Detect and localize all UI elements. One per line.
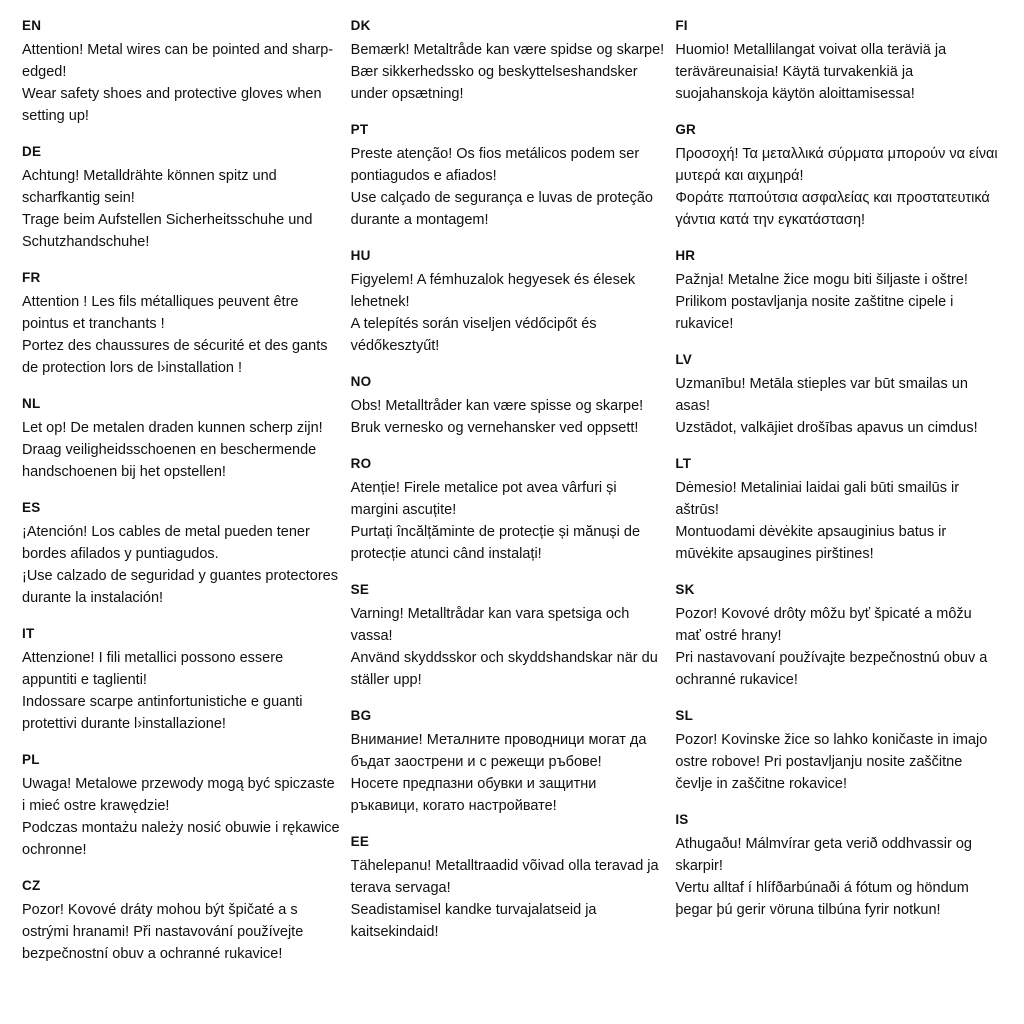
language-code: BG	[350, 707, 372, 723]
language-code: PL	[22, 751, 40, 767]
warning-text	[351, 143, 666, 231]
warning-line: Vertu alltaf í hlífðarbúnaði á fótum og höndum þegar þú gerir vöruna tilbúna fyrir notkun!	[675, 879, 969, 918]
warning-line: Obs! Metalltråder kan være spisse og skarpe!	[350, 397, 644, 414]
warning-line: Attention ! Les fils métalliques peuvent être pointus et tranchants !	[22, 293, 299, 332]
warning-line: Uzstādot, valkājiet drošības apavus un cimdus!	[675, 419, 978, 436]
warning-line: Bær sikkerhedssko og beskyttelseshandsker under opsætning!	[350, 63, 638, 102]
language-block-bg	[351, 708, 666, 817]
language-block-hu	[351, 248, 666, 357]
warning-line: ¡Use calzado de seguridad y guantes protectores durante la instalación!	[22, 567, 338, 606]
warning-text	[351, 729, 666, 817]
language-code: RO	[350, 455, 372, 471]
warning-line: Dėmesio! Metaliniai laidai gali būti smailūs ir aštrūs!	[675, 479, 960, 518]
warning-text	[675, 833, 1000, 921]
language-code: EN	[22, 18, 42, 33]
language-code: IS	[675, 811, 689, 827]
language-block-se	[351, 582, 666, 691]
warning-line: Seadistamisel kandke turvajalatseid ja kaitsekindaid!	[350, 901, 597, 940]
language-block-de	[22, 144, 341, 253]
language-block-gr	[675, 122, 1000, 231]
language-code: CZ	[22, 877, 41, 893]
warning-line: Portez des chaussures de sécurité et des gants de protection lors de l›installation !	[22, 337, 328, 376]
warning-line: Varning! Metalltrådar kan vara spetsiga och vassa!	[350, 605, 630, 644]
language-column-3	[675, 18, 1004, 921]
language-code: FI	[675, 18, 688, 33]
warning-line: Achtung! Metalldrähte können spitz und scharfkantig sein!	[22, 167, 277, 206]
language-block-cz	[22, 878, 341, 965]
language-column-1	[22, 18, 351, 965]
language-code: NO	[350, 373, 372, 389]
warning-line: ¡Atención! Los cables de metal pueden tener bordes afilados y puntiagudos.	[22, 523, 310, 562]
warning-line: Figyelem! A fémhuzalok hegyesek és élesek lehetnek!	[350, 271, 636, 310]
warning-text	[675, 373, 1000, 439]
language-code: PT	[350, 121, 369, 137]
warning-line: Montuodami dėvėkite apsauginius batus ir mūvėkite apsaugines pirštines!	[675, 523, 947, 562]
warning-line: Pozor! Kovové dráty mohou být špičaté a s ostrými hranami! Při nastavování používejte bezpečnostní obuv a ochranné rukavice!	[22, 901, 304, 962]
warning-text	[22, 291, 341, 379]
language-block-ro	[351, 456, 666, 565]
language-block-pl	[22, 752, 341, 861]
language-block-is	[675, 812, 1000, 921]
warning-line: Φοράτε παπούτσια ασφαλείας και προστατευτικά γάντια κατά την εγκατάσταση!	[675, 189, 990, 228]
warning-line: Purtați încălțăminte de protecție și mănuși de protecție atunci când instalați!	[350, 523, 641, 562]
warning-text	[22, 899, 341, 965]
warning-text	[675, 143, 1000, 231]
warning-line: Tähelepanu! Metalltraadid võivad olla teravad ja terava servaga!	[350, 857, 659, 896]
warning-line: Trage beim Aufstellen Sicherheitsschuhe und Schutzhandschuhe!	[22, 211, 313, 250]
language-block-lt	[675, 456, 1000, 565]
warning-line: Внимание! Металните проводници могат да бъдат заострени и с режещи ръбове!	[350, 731, 647, 770]
warning-line: Athugaðu! Málmvírar geta verið oddhvassir og skarpir!	[675, 835, 972, 874]
warning-line: Pažnja! Metalne žice mogu biti šiljaste i oštre!	[675, 271, 968, 288]
warning-text	[351, 269, 666, 357]
warning-line: Let op! De metalen draden kunnen scherp zijn!	[22, 419, 323, 436]
language-code: LV	[675, 351, 693, 367]
warning-text	[351, 395, 666, 439]
language-code: LT	[675, 455, 692, 471]
language-code: HR	[675, 247, 696, 263]
warning-text	[675, 729, 1000, 795]
warning-text	[351, 603, 666, 691]
language-block-no	[351, 374, 666, 439]
warning-line: Pozor! Kovové drôty môžu byť špicaté a môžu mať ostré hrany!	[675, 605, 972, 644]
warning-line: Bemærk! Metaltråde kan være spidse og skarpe!	[350, 41, 665, 58]
warning-text	[22, 773, 341, 861]
language-code: SL	[675, 707, 694, 723]
language-block-sl	[675, 708, 1000, 795]
warning-text	[675, 477, 1000, 565]
warning-line: Uzmanību! Metāla stieples var būt smailas un asas!	[675, 375, 968, 414]
language-block-hr	[675, 248, 1000, 335]
language-code: ES	[22, 499, 41, 515]
warning-text	[22, 165, 341, 253]
warning-line: Uwaga! Metalowe przewody mogą być spiczaste i mieć ostre krawędzie!	[22, 775, 335, 814]
language-code: GR	[675, 121, 697, 137]
language-block-nl	[22, 396, 341, 483]
language-code: EE	[350, 833, 370, 849]
warning-line: Prilikom postavljanja nosite zaštitne cipele i rukavice!	[675, 293, 954, 332]
language-block-it	[22, 626, 341, 735]
warning-text	[351, 39, 666, 105]
warning-line: Attention! Metal wires can be pointed and sharp-edged!	[22, 41, 334, 80]
warning-text	[22, 417, 341, 483]
warning-line: Atenție! Firele metalice pot avea vârfuri și margini ascuțite!	[350, 479, 617, 518]
language-block-fr	[22, 270, 341, 379]
language-code: HU	[350, 247, 371, 263]
language-block-ee	[351, 834, 666, 943]
language-block-sk	[675, 582, 1000, 691]
warning-line: Προσοχή! Τα μεταλλικά σύρματα μπορούν να είναι μυτερά και αιχμηρά!	[675, 145, 998, 184]
warning-text	[351, 855, 666, 943]
language-column-2	[351, 18, 676, 943]
warning-text	[675, 39, 1000, 105]
warning-line: Preste atenção! Os fios metálicos podem ser pontiagudos e afiados!	[350, 145, 640, 184]
language-block-pt	[351, 122, 666, 231]
warning-text	[675, 603, 1000, 691]
warning-text	[22, 521, 341, 609]
warning-line: Huomio! Metallilangat voivat olla teräviä ja teräväreunaisia! Käytä turvakenkiä ja suojahanskoja käytön aloittamisessa!	[675, 41, 947, 102]
language-code: DE	[22, 144, 42, 159]
warning-line: Draag veiligheidsschoenen en beschermende handschoenen bij het opstellen!	[22, 441, 317, 480]
language-code: SK	[675, 581, 695, 597]
warning-line: Wear safety shoes and protective gloves when setting up!	[22, 85, 322, 124]
warning-line: Pri nastavovaní používajte bezpečnostnú obuv a ochranné rukavice!	[675, 649, 988, 688]
warning-text	[22, 39, 341, 127]
warning-text	[351, 477, 666, 565]
warning-line: Indossare scarpe antinfortunistiche e guanti protettivi durante l›installazione!	[22, 693, 303, 732]
language-code: NL	[22, 396, 41, 411]
warning-line: Bruk vernesko og vernehansker ved oppsett!	[350, 419, 639, 436]
warning-text	[22, 647, 341, 735]
language-code: IT	[22, 625, 35, 641]
warning-line: Носете предпазни обувки и защитни ръкавици, когато настройвате!	[350, 775, 597, 814]
language-block-en	[22, 18, 341, 127]
language-code: FR	[22, 270, 41, 285]
language-block-lv	[675, 352, 1000, 439]
language-code: DK	[350, 18, 371, 33]
warning-line: Attenzione! I fili metallici possono essere appuntiti e taglienti!	[22, 649, 284, 688]
warning-text	[675, 269, 1000, 335]
language-block-fi	[675, 18, 1000, 105]
language-code: SE	[350, 581, 370, 597]
warning-line: A telepítés során viseljen védőcipőt és védőkesztyűt!	[350, 315, 597, 354]
warning-line: Pozor! Kovinske žice so lahko koničaste in imajo ostre robove! Pri postavljanju nosite zaščitne čevlje in zaščitne rokavice!	[675, 731, 988, 792]
warning-line: Use calçado de segurança e luvas de proteção durante a montagem!	[350, 189, 653, 228]
language-block-dk	[351, 18, 666, 105]
language-block-es	[22, 500, 341, 609]
warning-line: Använd skyddsskor och skyddshandskar när du ställer upp!	[350, 649, 658, 688]
warning-line: Podczas montażu należy nosić obuwie i rękawice ochronne!	[22, 819, 340, 858]
